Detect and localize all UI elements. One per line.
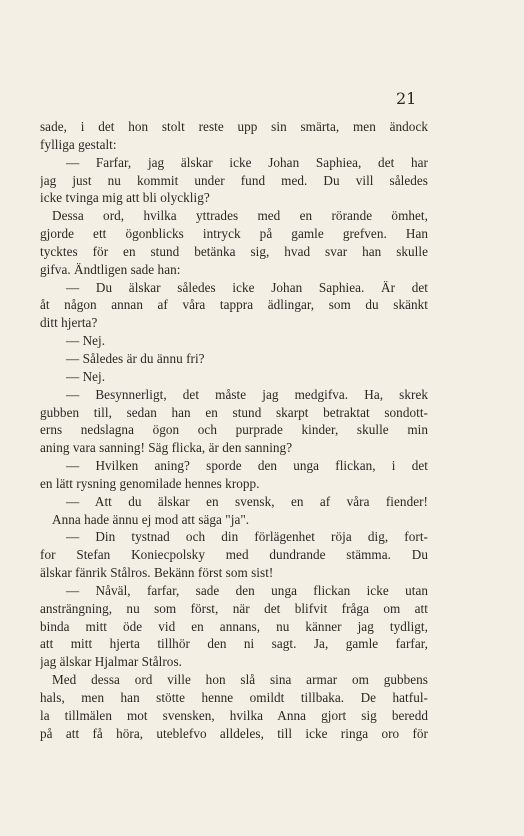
text-line: Med dessa ord ville hon slå sina armar om gubbens <box>52 672 428 688</box>
text-line: tycktes för en stund betänka sig, hvad svar han skulle <box>40 243 428 259</box>
text-line: gifva. Ändtligen sade han: <box>40 261 181 277</box>
body-text <box>40 118 428 743</box>
text-line: ansträngning, nu som först, när det blifvit fråga om att <box>40 600 428 616</box>
text-line: älskar fänrik Stålros. Bekänn först som sist! <box>40 565 274 581</box>
text-line: — Du älskar således icke Johan Saphiea. Är det <box>66 279 428 295</box>
text-line: gubben till, sedan han en stund skarpt betraktat sondott- <box>40 404 428 420</box>
text-line: åt någon annan af våra tappra ädlingar, som du skänkt <box>40 297 428 313</box>
page-number: 21 <box>396 89 417 108</box>
text-line: for Stefan Koniecpolsky med dundrande stämma. Du <box>40 547 428 563</box>
text-line: Anna hade ännu ej mod att säga "ja". <box>52 511 250 527</box>
text-line: — Att du älskar en svensk, en af våra fiender! <box>66 493 428 509</box>
text-line: jag älskar Hjalmar Stålros. <box>40 654 182 670</box>
text-line: sade, i det hon stolt reste upp sin smärta, men ändock <box>40 119 428 134</box>
text-line: — Således är du ännu fri? <box>66 350 205 366</box>
text-line: fylliga gestalt: <box>40 136 117 152</box>
text-line: Dessa ord, hvilka yttrades med en rörande ömhet, <box>52 208 428 224</box>
text-line: — Nej. <box>66 333 106 349</box>
text-line: icke tvinga mig att bli olycklig? <box>40 190 210 206</box>
text-line: gjorde ett ögonblicks intryck på gamle grefven. Han <box>40 226 428 242</box>
text-line: aning vara sanning! Säg flicka, är den sanning? <box>40 440 293 456</box>
text-line: erns nedslagna ögon och purprade kinder, skulle min <box>40 422 428 438</box>
text-line: la tillmälen mot svensken, hvilka Anna gjort sig beredd <box>40 707 428 723</box>
text-line: binda mitt öde vid en annans, nu känner jag tydligt, <box>40 618 428 634</box>
text-line: — Din tystnad och din förlägenhet röja dig, fort- <box>66 529 428 545</box>
text-line: ditt hjerta? <box>40 315 98 331</box>
text-line: — Nåväl, farfar, sade den unga flickan icke utan <box>66 582 428 598</box>
text-line: hals, men han stötte henne omildt tillbaka. De hatful- <box>40 690 428 705</box>
text-line: — Farfar, jag älskar icke Johan Saphiea, det har <box>66 154 428 170</box>
text-line: — Besynnerligt, det måste jag medgifva. Ha, skrek <box>66 386 428 402</box>
text-line: — Hvilken aning? sporde den unga flickan, i det <box>66 458 428 474</box>
text-line: en lätt rysning genomilade hennes kropp. <box>40 475 260 491</box>
text-line: att mitt hjerta tillhör den ni sagt. Ja, gamle farfar, <box>40 636 428 652</box>
text-line: jag just nu kommit under fund med. Du vill således <box>40 172 428 188</box>
text-line: på att få höra, uteblefvo alldeles, till icke ringa oro för <box>40 725 428 741</box>
text-line: — Nej. <box>66 368 106 384</box>
